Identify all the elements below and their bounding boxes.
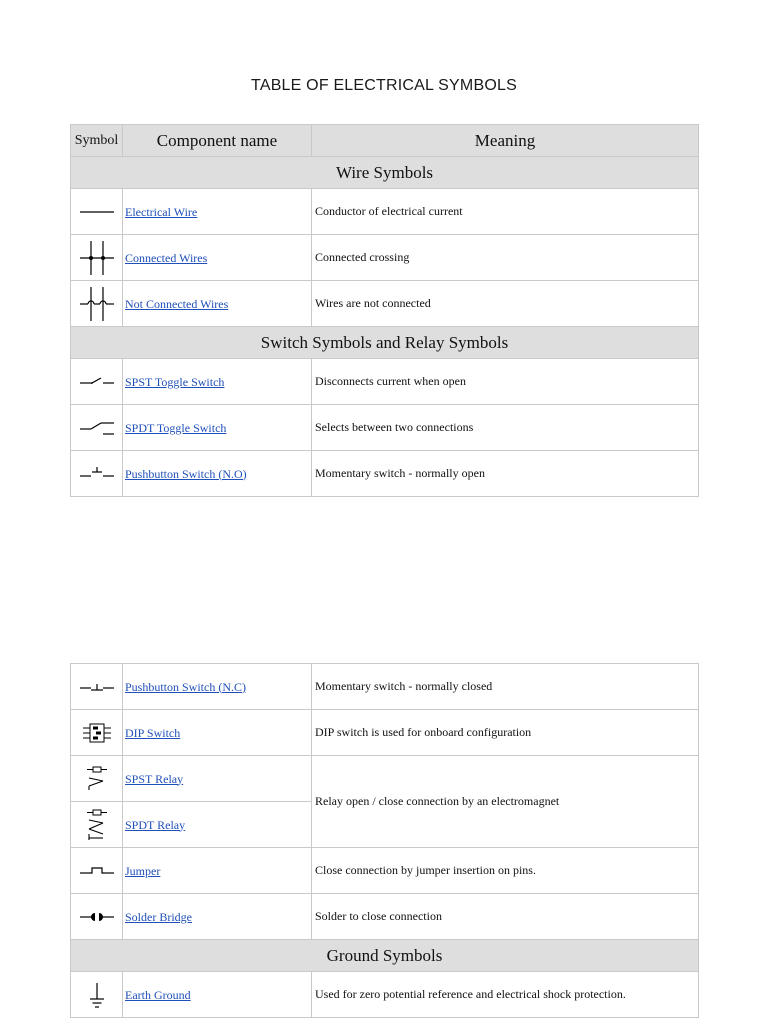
header-meaning: Meaning: [312, 125, 699, 157]
link-electrical-wire[interactable]: Electrical Wire: [125, 204, 198, 219]
connected-wires-symbol-icon: [77, 238, 117, 278]
meaning-text: Wires are not connected: [312, 281, 699, 327]
table-row: [71, 281, 699, 327]
meaning-text: Selects between two connections: [312, 405, 699, 451]
table-row: [71, 451, 699, 497]
spdt-relay-symbol-icon: [77, 805, 117, 845]
symbols-table-part-2: [70, 663, 699, 1018]
section-row: [71, 327, 699, 359]
spst-toggle-switch-symbol-icon: [77, 362, 117, 402]
section-row: [71, 940, 699, 972]
table-row: [71, 359, 699, 405]
table-row: [71, 235, 699, 281]
table-row: [71, 664, 699, 710]
header-component-name: Component name: [123, 125, 312, 157]
not-connected-wires-symbol-icon: [77, 284, 117, 324]
meaning-text: Connected crossing: [312, 235, 699, 281]
section-ground-symbols: Ground Symbols: [71, 940, 699, 972]
table-row: [71, 848, 699, 894]
link-spdt-toggle-switch[interactable]: SPDT Toggle Switch: [125, 420, 227, 435]
link-earth-ground[interactable]: Earth Ground: [125, 987, 191, 1002]
table-row: [71, 405, 699, 451]
table-row: [71, 894, 699, 940]
link-spdt-relay[interactable]: SPDT Relay: [125, 817, 186, 832]
link-pushbutton-switch-no[interactable]: Pushbutton Switch (N.O): [125, 466, 247, 481]
meaning-text: DIP switch is used for onboard configuration: [312, 710, 699, 756]
page-title: TABLE OF ELECTRICAL SYMBOLS: [251, 77, 517, 94]
link-not-connected-wires[interactable]: Not Connected Wires: [125, 296, 229, 311]
table-row: [71, 972, 699, 1018]
symbols-table-part-1: [70, 124, 699, 497]
earth-ground-symbol-icon: [77, 975, 117, 1015]
meaning-text: Relay open / close connection by an electromagnet: [312, 756, 699, 848]
solder-bridge-symbol-icon: [77, 897, 117, 937]
pushbutton-nc-symbol-icon: [77, 667, 117, 707]
link-spst-toggle-switch[interactable]: SPST Toggle Switch: [125, 374, 225, 389]
meaning-text: Momentary switch - normally closed: [312, 664, 699, 710]
meaning-text: Disconnects current when open: [312, 359, 699, 405]
link-solder-bridge[interactable]: Solder Bridge: [125, 909, 192, 924]
link-dip-switch[interactable]: DIP Switch: [125, 725, 181, 740]
meaning-text: Momentary switch - normally open: [312, 451, 699, 497]
dip-switch-symbol-icon: [77, 713, 117, 753]
pushbutton-no-symbol-icon: [77, 454, 117, 494]
table-row: [71, 756, 699, 802]
meaning-text: Conductor of electrical current: [312, 189, 699, 235]
section-row: [71, 157, 699, 189]
link-connected-wires[interactable]: Connected Wires: [125, 250, 208, 265]
spdt-toggle-switch-symbol-icon: [77, 408, 117, 448]
electrical-wire-symbol-icon: [77, 192, 117, 232]
link-pushbutton-switch-nc[interactable]: Pushbutton Switch (N.C): [125, 679, 247, 694]
meaning-text: Solder to close connection: [312, 894, 699, 940]
section-switch-relay-symbols: Switch Symbols and Relay Symbols: [71, 327, 699, 359]
section-wire-symbols: Wire Symbols: [71, 157, 699, 189]
meaning-text: Used for zero potential reference and electrical shock protection.: [312, 972, 699, 1018]
header-symbol: Symbol: [71, 125, 123, 157]
table-header-row: [71, 125, 699, 157]
meaning-text: Close connection by jumper insertion on pins.: [312, 848, 699, 894]
link-spst-relay[interactable]: SPST Relay: [125, 771, 184, 786]
table-row: [71, 189, 699, 235]
jumper-symbol-icon: [77, 851, 117, 891]
link-jumper[interactable]: Jumper: [125, 863, 161, 878]
table-row: [71, 710, 699, 756]
spst-relay-symbol-icon: [77, 759, 117, 799]
